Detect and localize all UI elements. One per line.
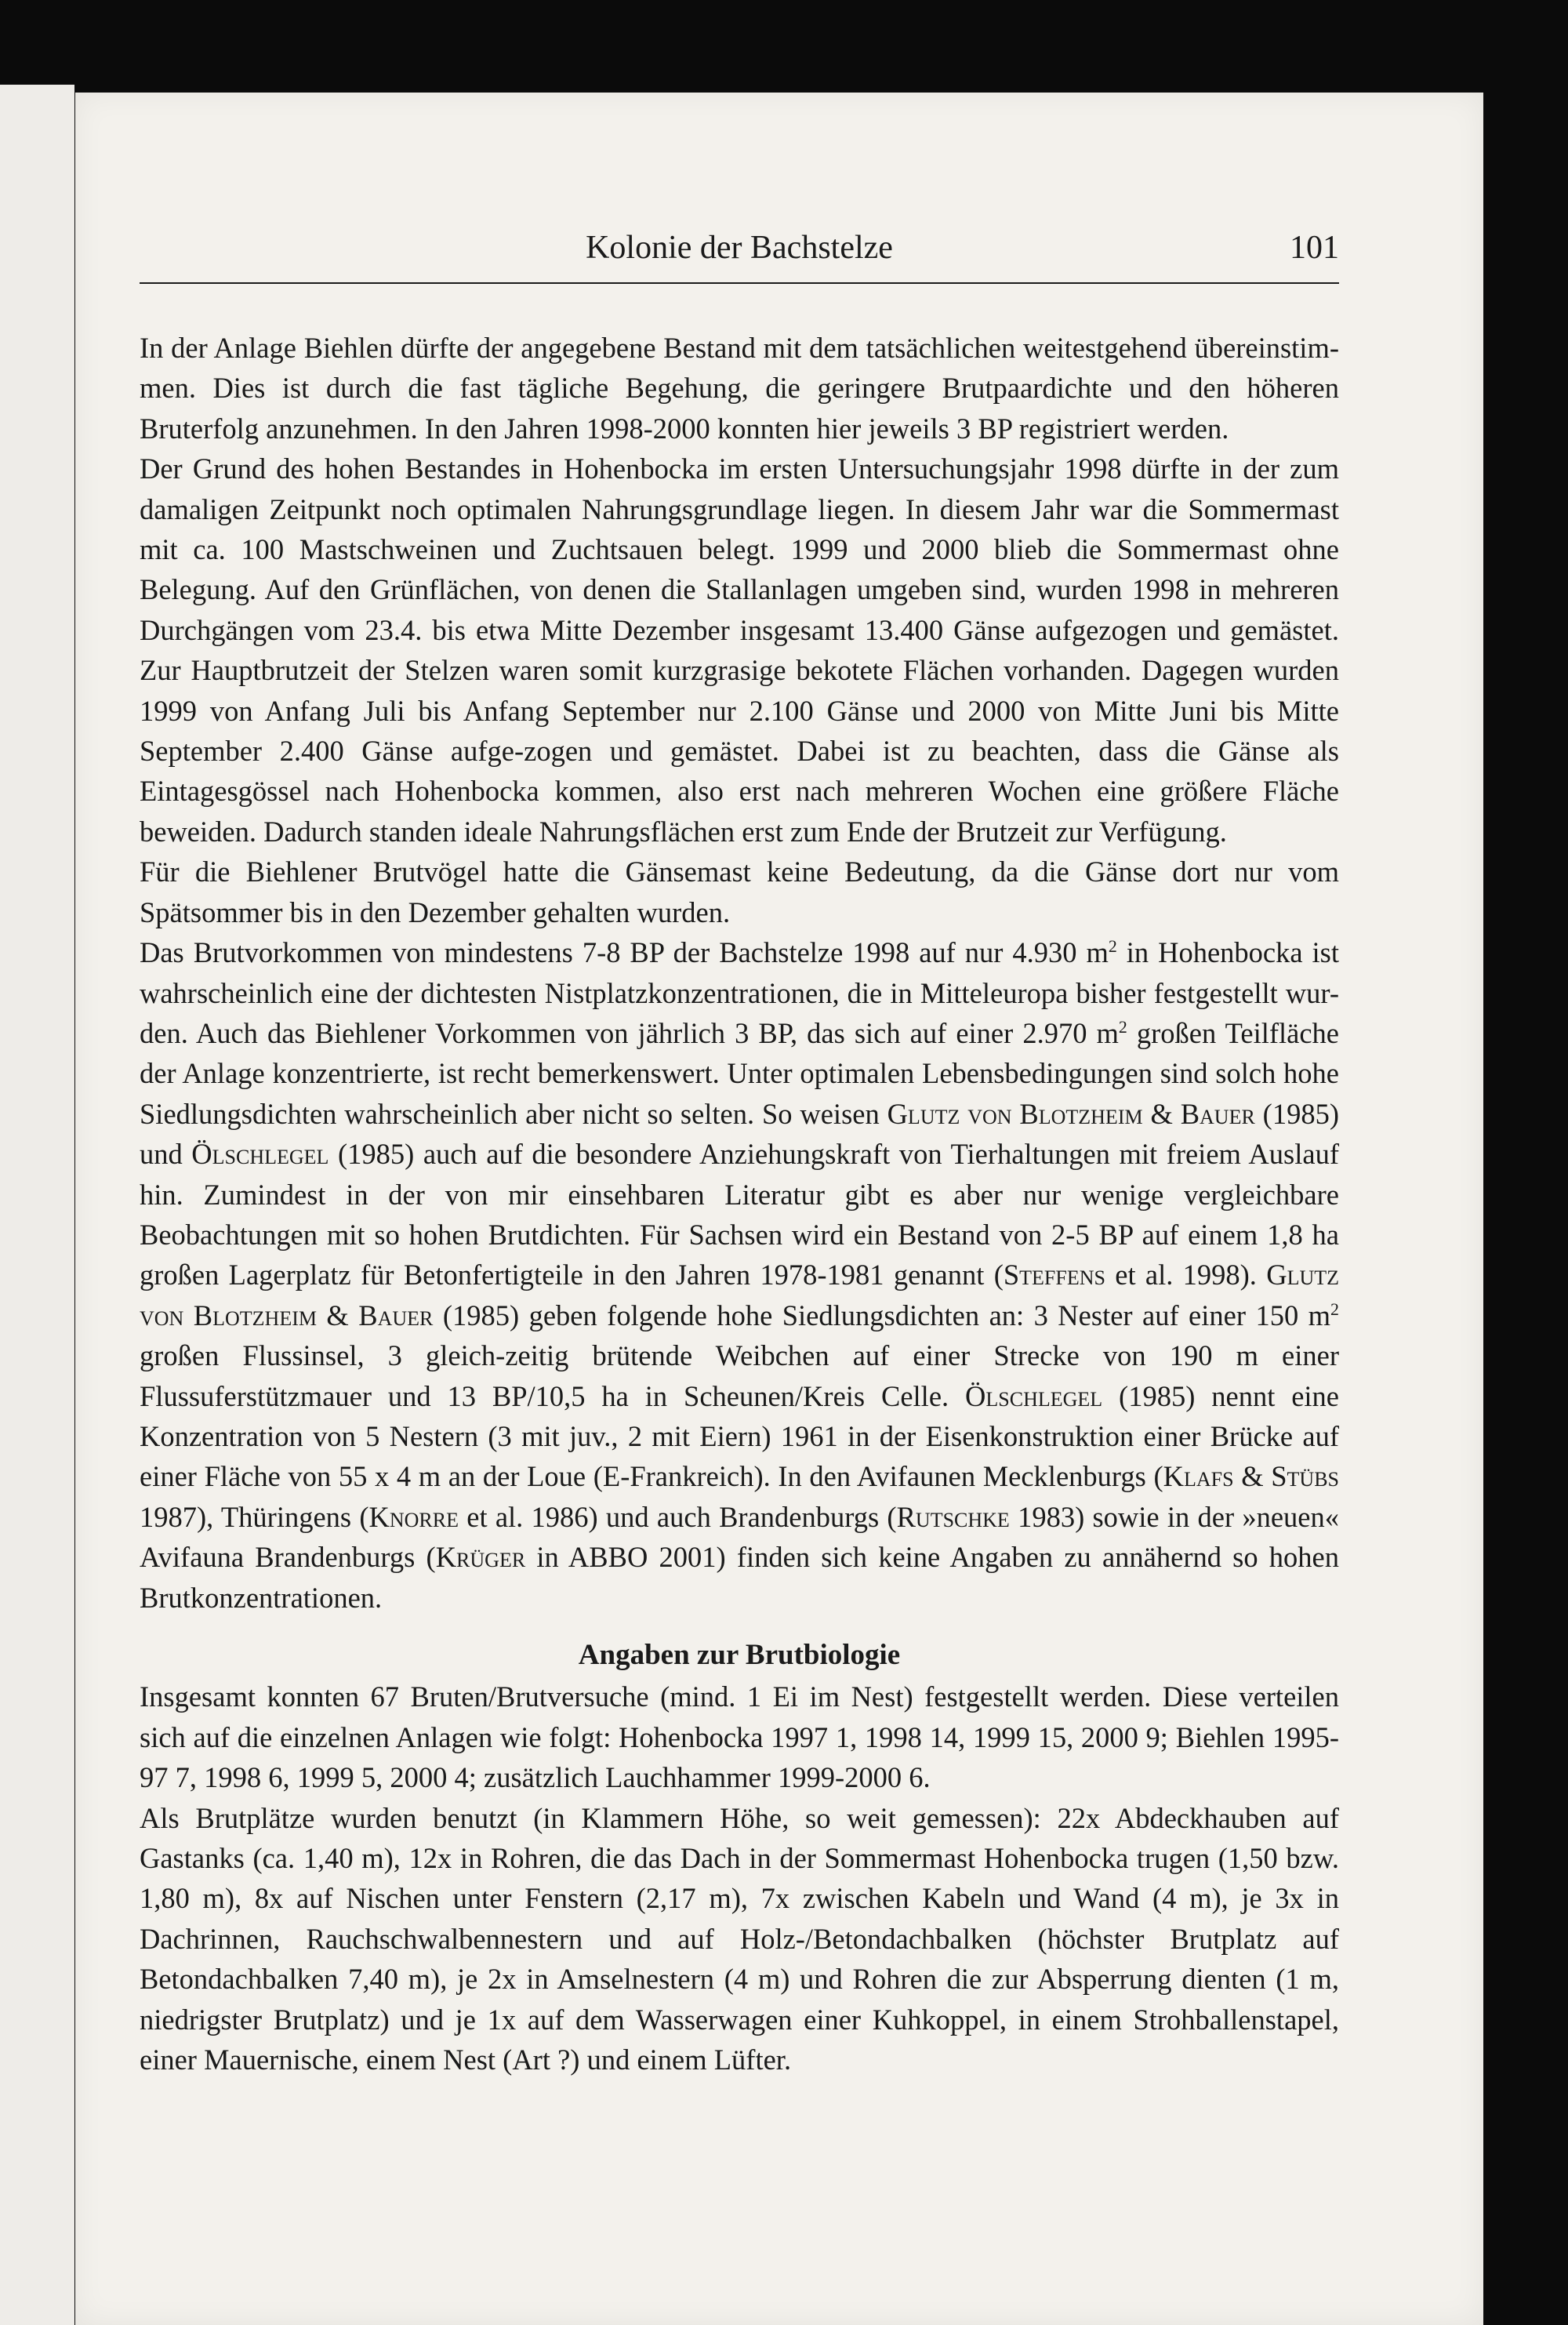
author-name: Rutschke bbox=[896, 1500, 1010, 1533]
author-name: Ölschlegel bbox=[965, 1379, 1103, 1412]
author-name: Glutz von Blotzheim bbox=[140, 1259, 1339, 1331]
author-name: Krüger bbox=[435, 1541, 526, 1574]
paragraph: In der Anlage Biehlen dürfte der angegebene Bestand mit dem tatsächlichen weitestgehend übereinstim-men. Dies ist durch die fast tägliche Begehung, die geringere Brutpaardichte und den höheren Bruterfolg anzunehmen. In den Jahren 1998-2000 konnten hier jeweils 3 BP registriert werden. bbox=[140, 332, 1339, 445]
section-heading: Angaben zur Brutbiologie bbox=[578, 1639, 901, 1671]
running-title: Kolonie der Bachstelze bbox=[586, 230, 893, 266]
author-name: Klafs bbox=[1163, 1460, 1234, 1493]
header-rule bbox=[140, 282, 1339, 284]
author-name: Bauer bbox=[1180, 1097, 1255, 1130]
author-name: Glutz von Blotzheim bbox=[887, 1097, 1143, 1130]
page-number: 101 bbox=[1290, 230, 1339, 266]
author-name: Stübs bbox=[1271, 1460, 1339, 1493]
author-name: Bauer bbox=[358, 1299, 434, 1331]
author-name: Knorre bbox=[368, 1500, 459, 1533]
paragraph: Als Brutplätze wurden benutzt (in Klammern Höhe, so weit gemessen): 22x Abdeckhauben auf Gastanks (ca. 1,40 m), 12x in Rohren, die das Dach in der Sommermast Hohenbocka trugen (1,50 bzw. 1,80 m), 8x auf Nischen unter Fenstern (2,17 m), 7x zwischen Kabeln und Wand (4 m), je 3x in Dachrinnen, Rauchschwalbennestern und auf Holz-/Betondachbalken (höchster Brutplatz auf Betondachbalken 7,40 m), je 2x in Amselnestern (4 m) und Rohren die zur Absperrung dienten (1 m, niedrigster Brutplatz) und je 1x auf dem Wasserwagen einer Kuhkoppel, in einem Strohballenstapel, einer Mauernische, einem Nest (Art ?) und einem Lüfter. bbox=[140, 1801, 1339, 2076]
author-name: Steffens bbox=[1003, 1259, 1105, 1291]
paragraph: Das Brutvorkommen von mindestens 7-8 BP der Bachstelze 1998 auf nur 4.930 $m^2$ in Hohenbocka ist wahrscheinlich eine der dichtesten Nistplatzkonzentrationen, die in Mitteleuropa bisher festgestellt wur-den. Auch das Biehlener Vorkommen von jährlich 3 BP, das sich auf einer 2.970 $m^2$ großen Teilfläche der Anlage konzentrierte, ist recht bemerkenswert. Unter optimalen Lebensbedingungen sind solch hohe Siedlungsdichten wahrscheinlich aber nicht so selten. So weisen Glutz von Blotzheim & Bauer (1985) und Ölschlegel (1985) auch auf die besondere Anziehungskraft von Tierhaltungen mit freiem Auslauf hin. Zumindest in der von mir einsehbaren Literatur gibt es aber nur wenige vergleichbare Beobachtungen mit so hohen Brutdichten. Für Sachsen wird ein Bestand von 2-5 BP auf einem 1,8 ha großen Lagerplatz für Betonfertigteile in den Jahren 1978-1981 genannt (Steffens et al. 1998). Glutz von Blotzheim & Bauer (1985) geben folgende hohe Siedlungsdichten an: 3 Nester auf einer 150 $m^2$ großen Flussinsel, 3 gleich-zeitig brütende Weibchen auf einer Strecke von 190 m einer Flussuferstützmauer und 13 BP/10,5 ha in Scheunen/Kreis Celle. Ölschlegel (1985) nennt eine Konzentration von 5 Nestern (3 mit juv., 2 mit Eiern) 1961 in der Eisenkonstruktion einer Brücke auf einer Fläche von 55 x 4 m an der Loue (E-Frankreich). In den Avifaunen Mecklenburgs (Klafs & Stübs 1987), Thüringens (Knorre et al. 1986) und auch Brandenburgs (Rutschke 1983) sowie in der »neuen« Avifauna Brandenburgs (Krüger in ABBO 2001) finden sich keine Angaben zu annähernd so hohen Brutkonzentrationen. bbox=[140, 935, 1340, 1614]
paragraph: Der Grund des hohen Bestandes in Hohenbocka im ersten Untersuchungsjahr 1998 dürfte in der zum damaligen Zeitpunkt noch optimalen Nahrungsgrundlage liegen. In diesem Jahr war die Sommermast mit ca. 100 Mastschweinen und Zuchtsauen belegt. 1999 und 2000 blieb die Sommermast ohne Belegung. Auf den Grünflächen, von denen die Stallanlagen umgeben sind, wurden 1998 in mehreren Durchgängen vom 23.4. bis etwa Mitte Dezember insgesamt 13.400 Gänse aufgezogen und gemästet. Zur Hauptbrutzeit der Stelzen waren somit kurzgrasige bekotete Flächen vorhanden. Dagegen wurden 1999 von Anfang Juli bis Anfang September nur 2.100 Gänse und 2000 von Mitte Juni bis Mitte September 2.400 Gänse aufge-zogen und gemästet. Dabei ist zu beachten, dass die Gänse als Eintagesgössel nach Hohenbocka kommen, also erst nach mehreren Wochen eine größere Fläche beweiden. Dadurch standen ideale Nahrungsflächen erst zum Ende der Brutzeit zur Verfügung. bbox=[140, 452, 1339, 848]
body-text bbox=[140, 328, 1339, 2080]
paragraph: Insgesamt konnten 67 Bruten/Brutversuche (mind. 1 Ei im Nest) festgestellt werden. Diese verteilen sich auf die einzelnen Anlagen wie folgt: Hohenbocka 1997 1, 1998 14, 1999 15, 2000 9; Biehlen 1995-97 7, 1998 6, 1999 5, 2000 4; zusätzlich Lauchhammer 1999-2000 6. bbox=[140, 1680, 1339, 1794]
adjacent-page-edge bbox=[0, 85, 74, 2325]
author-name: Ölschlegel bbox=[191, 1138, 329, 1171]
paragraph: Für die Biehlener Brutvögel hatte die Gänsemast keine Bedeutung, da die Gänse dort nur vom Spätsommer bis in den Dezember gehalten wurden. bbox=[140, 856, 1339, 928]
